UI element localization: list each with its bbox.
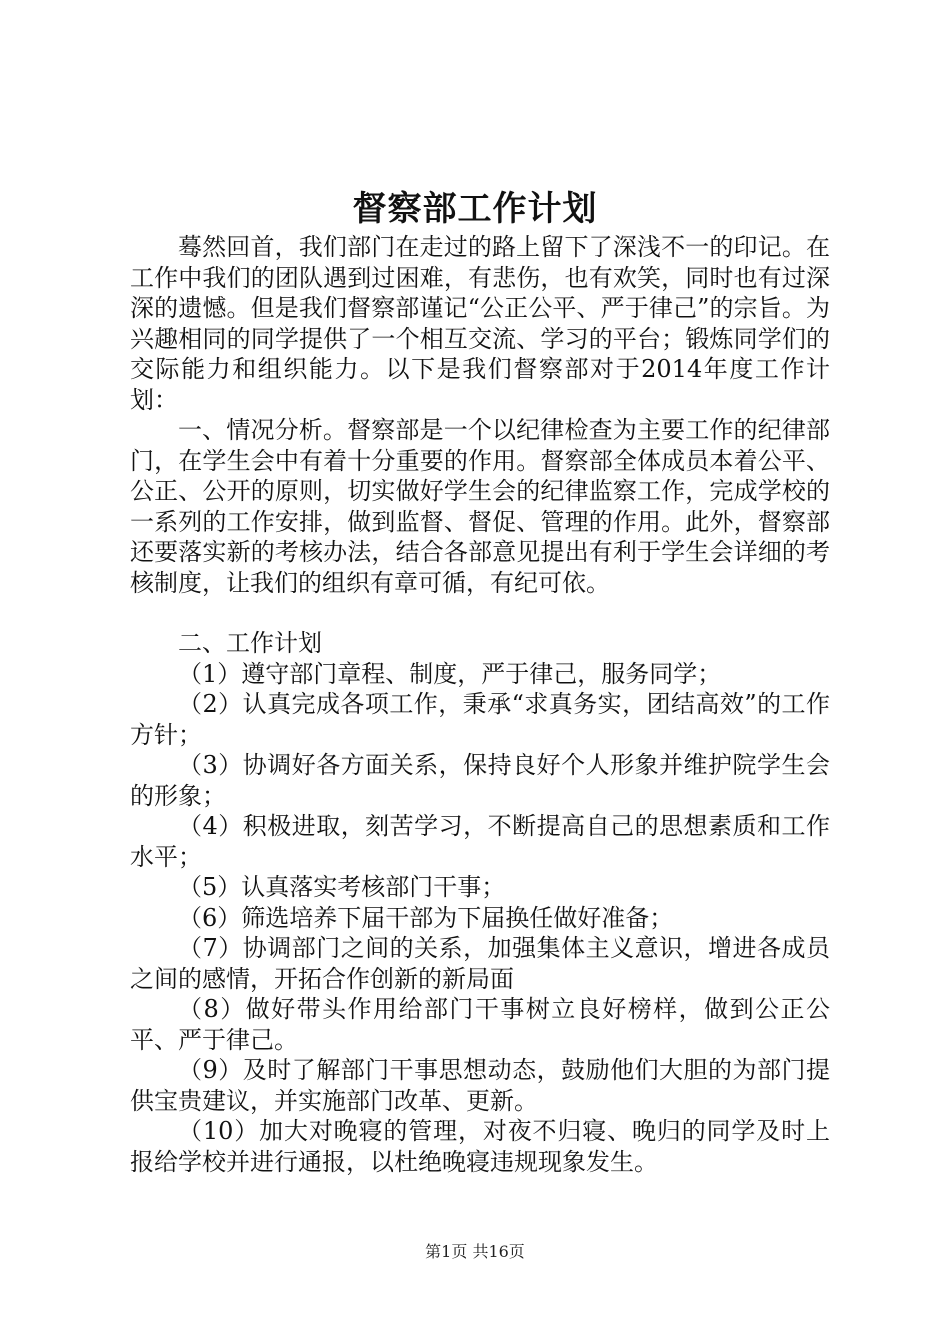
plan-item: （4）积极进取，刻苦学习，不断提高自己的思想素质和工作水平； <box>130 812 830 871</box>
plan-item: （8）做好带头作用给部门干事树立良好榜样，做到公正公平、严于律己。 <box>130 995 830 1054</box>
plan-item: （6）筛选培养下届干部为下届换任做好准备； <box>178 903 674 932</box>
section-heading: 二、工作计划 <box>178 629 322 657</box>
plan-item: （2）认真完成各项工作，秉承“求真务实，团结高效”的工作方针； <box>130 690 830 749</box>
page-footer: 第1页 共16页 <box>425 1242 525 1261</box>
plan-item: （3）协调好各方面关系，保持良好个人形象并维护院学生会的形象； <box>130 751 830 810</box>
plan-item: （1）遵守部门章程、制度，严于律己，服务同学； <box>178 659 722 688</box>
paragraph-spacer <box>130 598 830 628</box>
situation-analysis-paragraph: 一、情况分析。督察部是一个以纪律检查为主要工作的纪律部门，在学生会中有着十分重要的作用。督察部全体成员本着公平、公正、公开的原则，切实做好学生会的纪律监察工作，完成学校的一系列的工作安排，做到监督、督促、管理的作用。此外，督察部还要落实新的考核办法，结合各部意见提出有利于学生会详细的考核制度，让我们的组织有章可循，有纪可依。 <box>130 416 830 597</box>
plan-item: （7）协调部门之间的关系，加强集体主义意识，增进各成员之间的感情，开拓合作创新的新局面 <box>130 934 830 993</box>
document-body <box>130 232 830 1177</box>
intro-paragraph: 蓦然回首，我们部门在走过的路上留下了深浅不一的印记。在工作中我们的团队遇到过困难，有悲伤，也有欢笑，同时也有过深深的遗憾。但是我们督察部谨记“公正公平、严于律己”的宗旨。为兴趣相同的同学提供了一个相互交流、学习的平台；锻炼同学们的交际能力和组织能力。以下是我们督察部对于2014年度工作计划： <box>130 233 830 414</box>
plan-item: （9）及时了解部门干事思想动态，鼓励他们大胆的为部门提供宝贵建议，并实施部门改革、更新。 <box>130 1056 830 1115</box>
plan-item: （10）加大对晚寝的管理，对夜不归寝、晚归的同学及时上报给学校并进行通报，以杜绝晚寝违规现象发生。 <box>130 1117 830 1176</box>
page-title: 督察部工作计划 <box>352 189 598 229</box>
plan-item: （5）认真落实考核部门干事； <box>178 873 506 901</box>
